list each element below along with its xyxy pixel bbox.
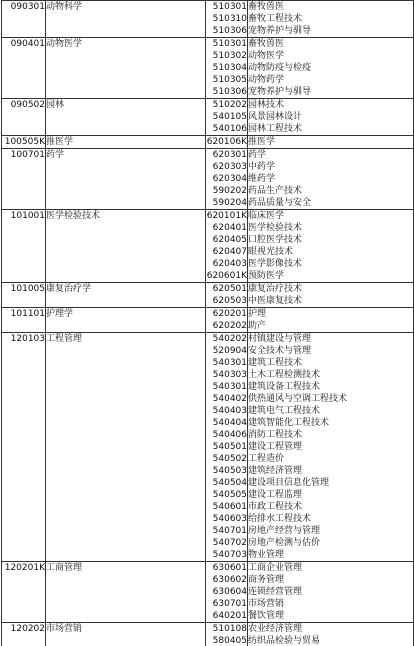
vocational-major-cell <box>248 149 414 210</box>
vocational-code: 540503 <box>212 466 247 476</box>
vocational-major-name: 工商企业管理 <box>248 563 303 573</box>
vocational-major-name: 动物防疫与检疫 <box>248 63 312 73</box>
vocational-major-name: 口腔医学技术 <box>248 235 303 245</box>
vocational-major-name: 护理 <box>248 309 267 319</box>
vocational-code: 620403 <box>212 259 247 269</box>
vocational-code: 630602 <box>212 575 247 585</box>
undergrad-code-cell: 101005 <box>2 283 46 308</box>
vocational-major-name: 畜牧兽医 <box>248 2 285 12</box>
vocational-major-cell <box>248 210 414 283</box>
vocational-code: 620501 <box>212 284 247 294</box>
undergrad-code-cell: 120103 <box>2 333 46 562</box>
vocational-code-cell <box>206 623 248 646</box>
undergrad-code-cell: 101001 <box>2 210 46 283</box>
table-body <box>2 1 414 646</box>
vocational-code: 540702 <box>212 538 247 548</box>
vocational-code: 540502 <box>212 454 247 464</box>
vocational-code: 510310 <box>212 14 247 24</box>
vocational-major-name: 村镇建设与管理 <box>248 334 312 344</box>
vocational-major-name: 园林技术 <box>248 100 285 110</box>
table-row <box>2 308 414 333</box>
vocational-code: 620401 <box>212 223 247 233</box>
vocational-major-name: 中医康复技术 <box>248 296 303 306</box>
vocational-major-name: 中药学 <box>248 162 276 172</box>
undergrad-major-cell: 药学 <box>46 149 206 210</box>
vocational-major-name: 纺织品检验与贸易 <box>248 636 321 646</box>
vocational-major-name: 药品质量与安全 <box>248 198 312 208</box>
vocational-code: 540406 <box>212 430 247 440</box>
vocational-code: 640201 <box>212 611 247 621</box>
vocational-major-name: 安全技术与管理 <box>248 346 312 356</box>
vocational-major-cell <box>248 1 414 38</box>
vocational-code-cell <box>206 333 248 562</box>
table-row <box>2 136 414 149</box>
vocational-code: 620101K <box>206 211 247 221</box>
vocational-major-name: 动物医学 <box>248 51 285 61</box>
vocational-code: 540202 <box>212 334 247 344</box>
vocational-major-name: 助产 <box>248 321 267 331</box>
vocational-code: 510202 <box>212 100 247 110</box>
vocational-code: 540301 <box>212 358 247 368</box>
vocational-major-name: 物业管理 <box>248 550 285 560</box>
table-row <box>2 623 414 646</box>
vocational-major-name: 供热通风与空调工程技术 <box>248 394 348 404</box>
vocational-major-name: 动物药学 <box>248 75 285 85</box>
vocational-major-name: 给排水工程技术 <box>248 514 312 524</box>
vocational-major-name: 畜牧兽医 <box>248 39 285 49</box>
undergrad-major-cell: 康复治疗学 <box>46 283 206 308</box>
table-row <box>2 283 414 308</box>
vocational-major-name: 工程造价 <box>248 454 285 464</box>
vocational-code-cell <box>206 283 248 308</box>
vocational-major-name: 市场营销 <box>248 599 285 609</box>
vocational-code: 510306 <box>212 87 247 97</box>
vocational-major-cell <box>248 308 414 333</box>
vocational-code: 630604 <box>212 587 247 597</box>
vocational-code: 540301 <box>212 382 247 392</box>
vocational-code-cell <box>206 210 248 283</box>
vocational-major-name: 医学影像技术 <box>248 259 303 269</box>
vocational-code: 620405 <box>212 235 247 245</box>
vocational-major-name: 建筑设备工程技术 <box>248 382 321 392</box>
table-row <box>2 1 414 38</box>
table-row <box>2 149 414 210</box>
undergrad-code-cell: 101101 <box>2 308 46 333</box>
vocational-major-name: 消防工程技术 <box>248 430 303 440</box>
undergrad-major-cell: 市场营销 <box>46 623 206 646</box>
vocational-major-name: 畜牧工程技术 <box>248 14 303 24</box>
vocational-code-cell <box>206 99 248 136</box>
undergrad-code-cell: 120202 <box>2 623 46 646</box>
vocational-code: 540504 <box>212 478 247 488</box>
vocational-major-name: 建设工程监理 <box>248 490 303 500</box>
vocational-major-cell <box>248 562 414 623</box>
vocational-major-name: 房地产经营与管理 <box>248 526 321 536</box>
undergrad-major-cell: 园林 <box>46 99 206 136</box>
vocational-code: 580405 <box>212 636 247 646</box>
vocational-code: 590204 <box>212 198 247 208</box>
vocational-code: 620407 <box>212 247 247 257</box>
vocational-code: 540404 <box>212 418 247 428</box>
vocational-major-name: 建设项目信息化管理 <box>248 478 330 488</box>
vocational-major-cell <box>248 333 414 562</box>
vocational-code: 510305 <box>212 75 247 85</box>
table-row <box>2 333 414 562</box>
vocational-major-name: 土木工程检测技术 <box>248 370 321 380</box>
vocational-code-cell <box>206 562 248 623</box>
vocational-code: 620106K <box>206 137 247 147</box>
vocational-code-cell <box>206 1 248 38</box>
undergrad-code-cell: 090301 <box>2 1 46 38</box>
vocational-code: 620303 <box>212 162 247 172</box>
table-row <box>2 99 414 136</box>
vocational-major-name: 医学检验技术 <box>248 223 303 233</box>
vocational-major-cell <box>248 136 414 149</box>
vocational-major-name: 临床医学 <box>248 211 285 221</box>
vocational-code: 620503 <box>212 296 247 306</box>
vocational-major-name: 农业经济管理 <box>248 624 303 634</box>
vocational-major-cell <box>248 38 414 99</box>
vocational-major-name: 风景园林设计 <box>248 112 303 122</box>
undergrad-major-cell: 医学检验技术 <box>46 210 206 283</box>
vocational-major-name: 建筑电气工程技术 <box>248 406 321 416</box>
vocational-code: 630701 <box>212 599 247 609</box>
vocational-code: 540703 <box>212 550 247 560</box>
undergrad-code-cell: 090502 <box>2 99 46 136</box>
vocational-code-cell <box>206 308 248 333</box>
vocational-major-name: 连锁经营管理 <box>248 587 303 597</box>
vocational-code: 590202 <box>212 186 247 196</box>
undergrad-major-cell: 推医学 <box>46 136 206 149</box>
vocational-code: 540601 <box>212 502 247 512</box>
vocational-code: 540501 <box>212 442 247 452</box>
major-mapping-table <box>1 0 414 646</box>
vocational-code: 510302 <box>212 51 247 61</box>
undergrad-code-cell: 100701 <box>2 149 46 210</box>
vocational-code: 510304 <box>212 63 247 73</box>
vocational-code-cell <box>206 38 248 99</box>
vocational-major-name: 建筑工程技术 <box>248 358 303 368</box>
vocational-code: 540603 <box>212 514 247 524</box>
vocational-code: 620601K <box>206 271 247 281</box>
vocational-code: 540105 <box>212 112 247 122</box>
vocational-code: 510301 <box>212 39 247 49</box>
undergrad-code-cell: 120201K <box>2 562 46 623</box>
vocational-major-name: 建设工程管理 <box>248 442 303 452</box>
vocational-code: 540403 <box>212 406 247 416</box>
vocational-code: 510301 <box>212 2 247 12</box>
table-row <box>2 38 414 99</box>
vocational-code: 630601 <box>212 563 247 573</box>
vocational-code: 540402 <box>212 394 247 404</box>
vocational-major-name: 预防医学 <box>248 271 285 281</box>
vocational-code: 540303 <box>212 370 247 380</box>
vocational-major-name: 宠物养护与驯导 <box>248 26 312 36</box>
vocational-major-name: 园林工程技术 <box>248 124 303 134</box>
table-row <box>2 210 414 283</box>
undergrad-code-cell: 090401 <box>2 38 46 99</box>
vocational-major-name: 商务管理 <box>248 575 285 585</box>
table-row <box>2 562 414 623</box>
undergrad-major-cell: 工程管理 <box>46 333 206 562</box>
vocational-code: 620301 <box>212 150 247 160</box>
undergrad-major-cell: 动物科学 <box>46 1 206 38</box>
vocational-code: 620202 <box>212 321 247 331</box>
vocational-major-cell <box>248 283 414 308</box>
vocational-major-name: 宠物养护与驯导 <box>248 87 312 97</box>
vocational-major-name: 眼视光技术 <box>248 247 294 257</box>
vocational-code-cell <box>206 136 248 149</box>
vocational-major-name: 维药学 <box>248 174 276 184</box>
vocational-code: 540505 <box>212 490 247 500</box>
undergrad-code-cell: 100505K <box>2 136 46 149</box>
vocational-major-cell <box>248 623 414 646</box>
vocational-code: 620201 <box>212 309 247 319</box>
vocational-code: 510108 <box>212 624 247 634</box>
vocational-major-name: 市政工程技术 <box>248 502 303 512</box>
vocational-code: 540106 <box>212 124 247 134</box>
vocational-major-name: 房地产检测与估价 <box>248 538 321 548</box>
vocational-code: 520904 <box>212 346 247 356</box>
vocational-major-name: 建筑经济管理 <box>248 466 303 476</box>
vocational-major-name: 药学 <box>248 150 267 160</box>
vocational-code: 540701 <box>212 526 247 536</box>
vocational-major-name: 建筑智能化工程技术 <box>248 418 330 428</box>
vocational-code-cell <box>206 149 248 210</box>
vocational-code: 510306 <box>212 26 247 36</box>
vocational-major-name: 推医学 <box>248 137 276 147</box>
vocational-major-name: 餐饮管理 <box>248 611 285 621</box>
undergrad-major-cell: 工商管理 <box>46 562 206 623</box>
undergrad-major-cell: 护理学 <box>46 308 206 333</box>
undergrad-major-cell: 动物医学 <box>46 38 206 99</box>
vocational-major-name: 康复治疗技术 <box>248 284 303 294</box>
vocational-major-cell <box>248 99 414 136</box>
vocational-major-name: 药品生产技术 <box>248 186 303 196</box>
vocational-code: 620304 <box>212 174 247 184</box>
